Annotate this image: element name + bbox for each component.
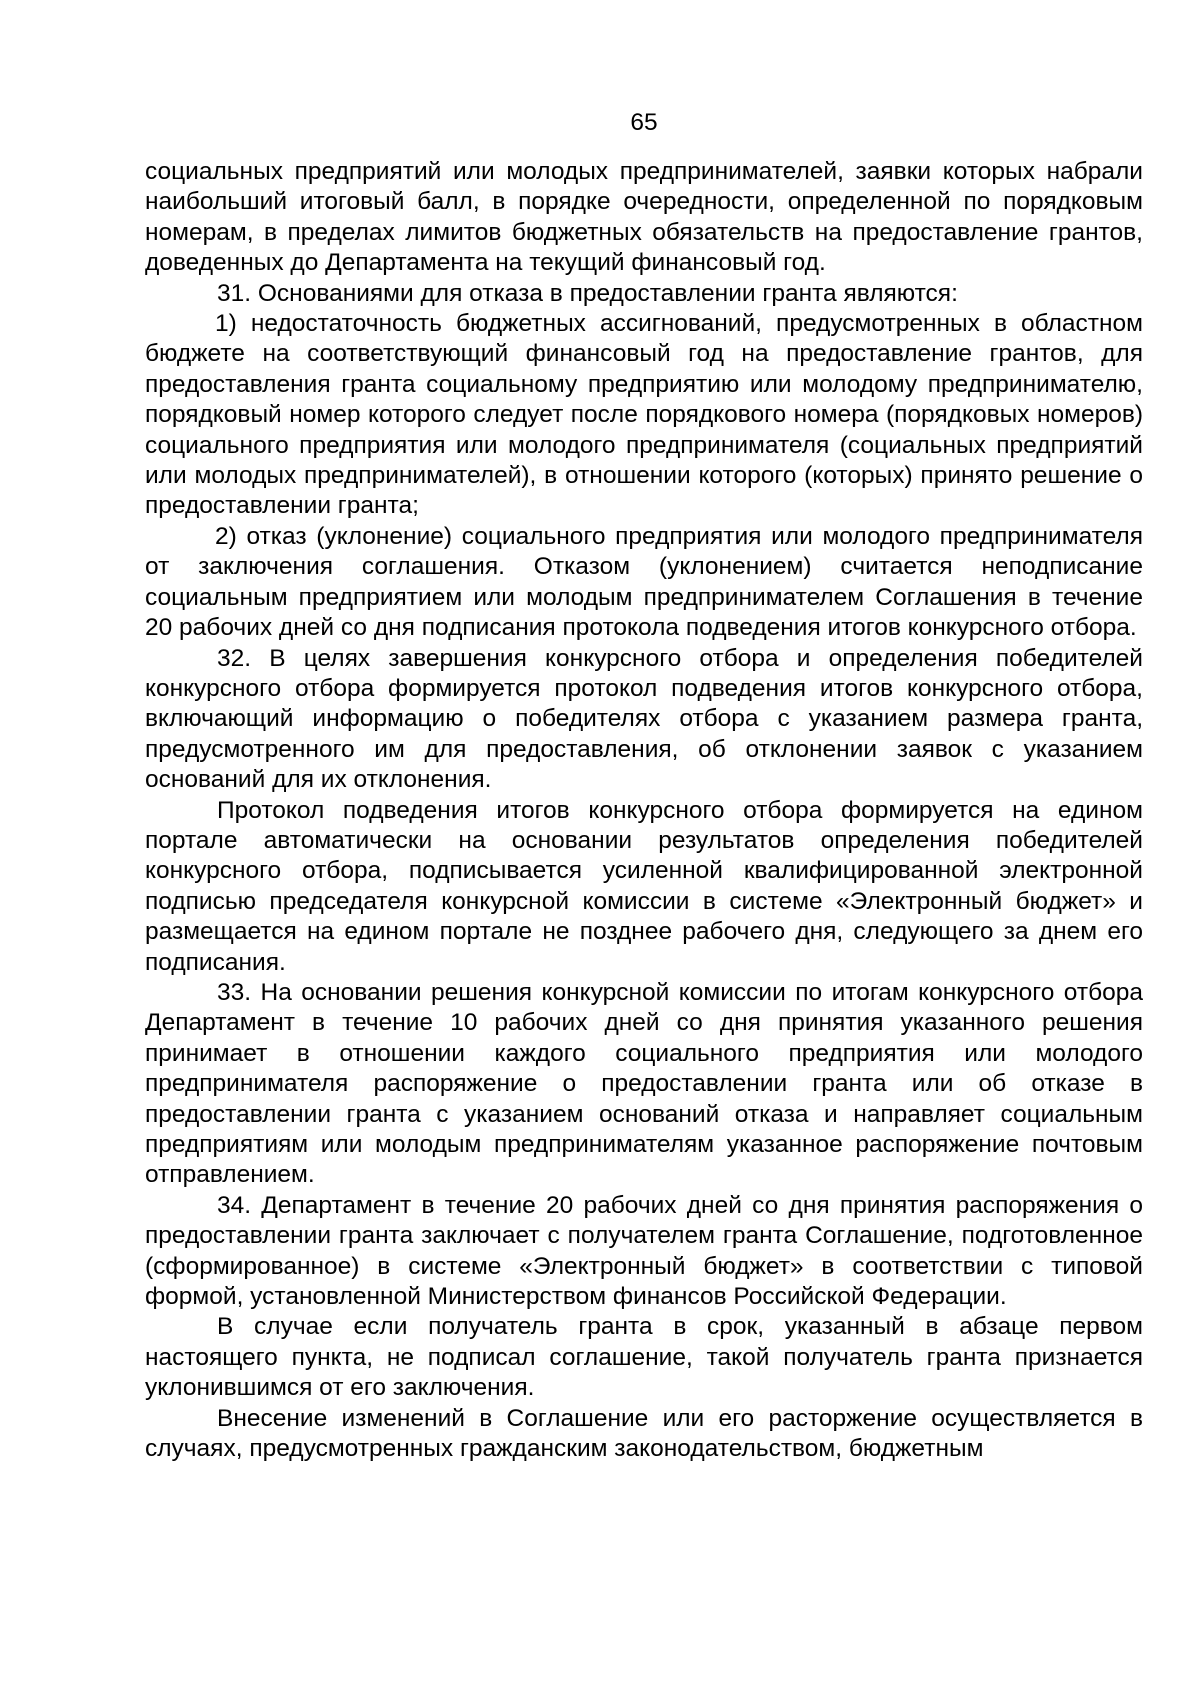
paragraph-clause-32: 32. В целях завершения конкурсного отбора и определения победителей конкурсного отбора формируется протокол подведения итогов конкурсного отбора, включающий информацию о победителях отбора с указанием размера гранта, предусмотренного им для предоставления, об отклонении заявок с указанием оснований для их отклонения.: [145, 644, 1143, 794]
paragraph-clause-33: 33. На основании решения конкурсной комиссии по итогам конкурсного отбора Департамент в течение 10 рабочих дней со дня принятия указанного решения принимает в отношении каждого социального предприятия или молодого предпринимателя распоряжение о предоставлении гранта или об отказе в предоставлении гранта с указанием оснований отказа и направляет социальным предприятиям или молодым предпринимателям указанное распоряжение почтовым отправлением.: [145, 978, 1143, 1189]
paragraph-clause-34-evasion: В случае если получатель гранта в срок, указанный в абзаце первом настоящего пункта, не подписал соглашение, такой получатель гранта признается уклонившимся от его заключения.: [145, 1313, 1143, 1402]
document-page: [145, 108, 1143, 1464]
paragraph-clause-31-item-2: 2) отказ (уклонение) социального предприятия или молодого предпринимателя от заключения соглашения. Отказом (уклонением) считается неподписание социальным предприятием или молодым предпринимателем Соглашения в течение 20 рабочих дней со дня подписания протокола подведения итогов конкурсного отбора.: [145, 522, 1143, 642]
paragraph-clause-34-amendments: Внесение изменений в Соглашение или его расторжение осуществляется в случаях, предусмотренных гражданским законодательством, бюджетным: [145, 1404, 1143, 1463]
paragraph-clause-31: 31. Основаниями для отказа в предоставлении гранта являются:: [217, 279, 958, 307]
page-number: 65: [630, 109, 658, 136]
paragraph-clause-32-protocol: Протокол подведения итогов конкурсного отбора формируется на едином портале автоматически на основании результатов определения победителей конкурсного отбора, подписывается усиленной квалифицированной электронной подписью председателя конкурсной комиссии в системе «Электронный бюджет» и размещается на едином портале не позднее рабочего дня, следующего за днем его подписания.: [145, 796, 1143, 976]
paragraph-clause-34: 34. Департамент в течение 20 рабочих дней со дня принятия распоряжения о предоставлении гранта заключает с получателем гранта Соглашение, подготовленное (сформированное) в системе «Электронный бюджет» в соответствии с типовой формой, установленной Министерством финансов Российской Федерации.: [145, 1191, 1143, 1311]
paragraph-clause-31-item-1: 1) недостаточность бюджетных ассигнований, предусмотренных в областном бюджете на соответствующий финансовый год на предоставление грантов, для предоставления гранта социальному предприятию или молодому предпринимателю, порядковый номер которого следует после порядкового номера (порядковых номеров) социального предприятия или молодого предпринимателя (социальных предприятий или молодых предпринимателей), в отношении которого (которых) принято решение о предоставлении гранта;: [145, 310, 1143, 520]
paragraph-continuation: социальных предприятий или молодых предпринимателей, заявки которых набрали наибольший итоговый балл, в порядке очередности, определенной по порядковым номерам, в пределах лимитов бюджетных обязательств на предоставление грантов, доведенных до Департамента на текущий финансовый год.: [145, 158, 1143, 277]
